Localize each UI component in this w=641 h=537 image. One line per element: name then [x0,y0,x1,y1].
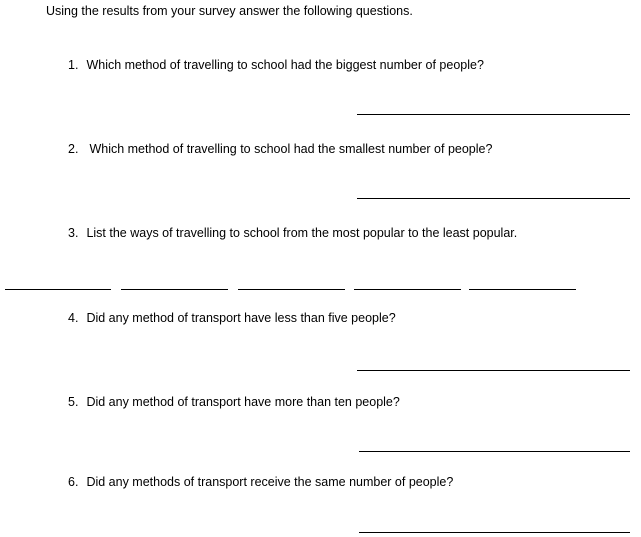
question-text: Did any method of transport have more than ten people? [86,395,400,409]
question-number: 2. [68,142,79,156]
question-text: Did any method of transport have less than five people? [86,311,396,325]
ranking-line-2[interactable] [121,289,228,290]
answer-line-6[interactable] [359,532,630,533]
answer-line-4[interactable] [357,370,630,371]
ranking-line-3[interactable] [238,289,345,290]
question-number: 1. [68,58,79,72]
ranking-line-4[interactable] [354,289,461,290]
question-6 [68,475,453,489]
question-text: Which method of travelling to school had the biggest number of people? [86,58,484,72]
question-number: 6. [68,475,79,489]
question-number: 5. [68,395,79,409]
question-3 [68,226,517,240]
worksheet-intro: Using the results from your survey answer the following questions. [46,4,413,18]
answer-line-5[interactable] [359,451,630,452]
question-5 [68,395,400,409]
question-1 [68,58,484,72]
question-2 [68,142,492,156]
question-text: Which method of travelling to school had the smallest number of people? [89,142,493,156]
ranking-line-5[interactable] [469,289,576,290]
question-number: 3. [68,226,79,240]
question-number: 4. [68,311,79,325]
ranking-line-1[interactable] [5,289,111,290]
question-text: List the ways of travelling to school from the most popular to the least popular. [86,226,518,240]
question-4 [68,311,396,325]
answer-line-1[interactable] [357,114,630,115]
question-text: Did any methods of transport receive the same number of people? [86,475,454,489]
answer-line-2[interactable] [357,198,630,199]
